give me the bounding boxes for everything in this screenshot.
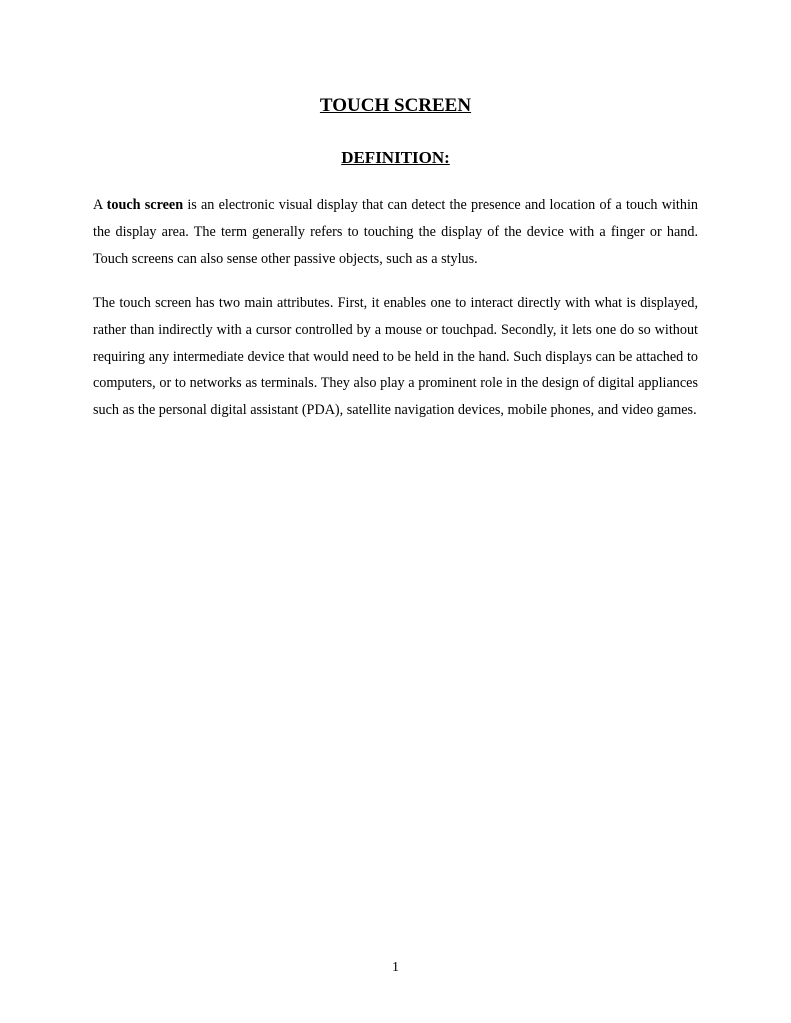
page-number: 1 <box>392 960 399 975</box>
paragraph-prefix: A <box>93 197 107 213</box>
attributes-paragraph: The touch screen has two main attributes. First, it enables one to interact directly with what is displayed, rather than indirectly with a cursor controlled by a mouse or touchpad. Secondly, it lets one do so without requiring any intermediate device that would need to be held in the hand. Such displays can be attached to computers, or to networks as terminals. They also play a prominent role in the design of digital appliances such as the personal digital assistant (PDA), satellite navigation devices, mobile phones, and video games. <box>93 295 698 419</box>
section-heading: DEFINITION: <box>341 148 450 167</box>
paragraph-body: is an electronic visual display that can detect the presence and location of a touch within the display area. The term generally refers to touching the display of the device with a finger or hand. Touch screens can also sense other passive objects, such as a stylus. <box>93 197 698 267</box>
page-title: TOUCH SCREEN <box>319 95 472 116</box>
defined-term: touch screen <box>106 197 184 213</box>
definition-paragraph <box>93 192 698 272</box>
